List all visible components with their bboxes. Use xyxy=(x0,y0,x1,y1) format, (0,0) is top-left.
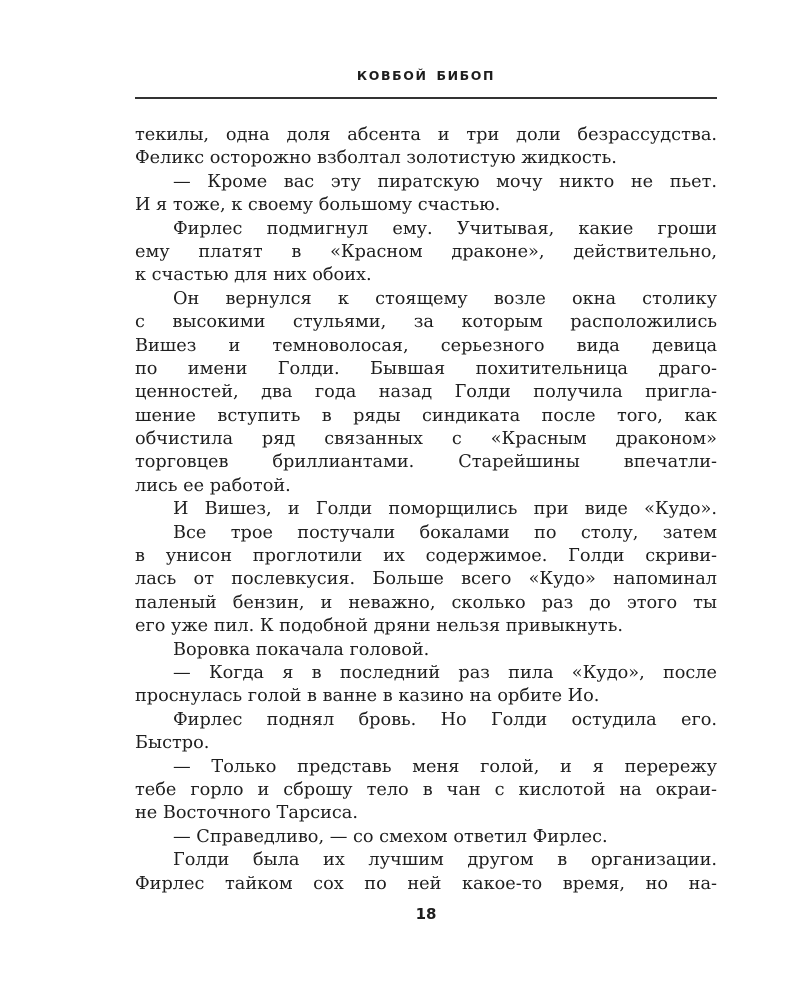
text-line: И я тоже, к своему большому счастью. xyxy=(135,195,501,216)
text-line: Феликс осторожно взболтал золотистую жидкость. xyxy=(135,148,617,169)
text-line: — Справедливо, — со смехом ответил Фирлес. xyxy=(173,826,608,847)
header-rule xyxy=(135,97,717,99)
text-line: — Кроме вас эту пиратскую мочу никто не пьет. xyxy=(173,171,717,192)
text-line: паленый бензин, и неважно, сколько раз до этого ты xyxy=(135,592,717,613)
text-line: Он вернулся к стоящему возле окна столику xyxy=(173,288,717,309)
text-line: Воровка покачала головой. xyxy=(173,639,430,660)
text-line: — Когда я в последний раз пила «Кудо», после xyxy=(173,662,717,683)
text-line: Фирлес поднял бровь. Но Голди остудила его. xyxy=(173,709,717,730)
text-line: с высокими стульями, за которым расположились xyxy=(135,312,717,333)
running-header: КОВБОЙ БИБОП xyxy=(356,68,496,83)
text-line: Быстро. xyxy=(135,733,210,754)
text-line: тебе горло и сброшу тело в чан с кислотой на окраи- xyxy=(135,779,717,800)
text-line: Фирлес тайком сох по ней какое-то время, но на- xyxy=(135,873,717,894)
text-line: по имени Голди. Бывшая похитительница драго- xyxy=(135,358,717,379)
text-line: торговцев бриллиантами. Старейшины впечатли- xyxy=(135,452,717,473)
text-line: лись ее работой. xyxy=(135,475,291,496)
body-text xyxy=(135,124,717,896)
text-line: Все трое постучали бокалами по столу, затем xyxy=(173,522,717,543)
text-line: — Только представь меня голой, и я перережу xyxy=(173,756,717,777)
text-line: его уже пил. К подобной дряни нельзя привыкнуть. xyxy=(135,616,623,637)
text-line: не Восточного Тарсиса. xyxy=(135,803,358,824)
text-line: ему платят в «Красном драконе», действительно, xyxy=(135,241,717,262)
text-line: шение вступить в ряды синдиката после того, как xyxy=(135,405,717,426)
text-line: текилы, одна доля абсента и три доли безрассудства. xyxy=(135,125,717,145)
page-number: 18 xyxy=(415,905,437,923)
text-line: И Вишез, и Голди поморщились при виде «Кудо». xyxy=(173,499,717,520)
text-line: Голди была их лучшим другом в организации. xyxy=(173,850,717,871)
text-line: лась от послевкусия. Больше всего «Кудо» напоминал xyxy=(135,569,717,590)
text-line: проснулась голой в ванне в казино на орбите Ио. xyxy=(135,686,600,707)
text-line: к счастью для них обоих. xyxy=(135,265,372,286)
text-line: ценностей, два года назад Голди получила пригла- xyxy=(135,382,717,403)
text-line: в унисон проглотили их содержимое. Голди скриви- xyxy=(135,546,717,567)
text-line: Фирлес подмигнул ему. Учитывая, какие гроши xyxy=(173,218,717,239)
text-line: Вишез и темноволосая, серьезного вида девица xyxy=(135,335,717,356)
text-line: обчистила ряд связанных с «Красным драконом» xyxy=(135,429,717,450)
